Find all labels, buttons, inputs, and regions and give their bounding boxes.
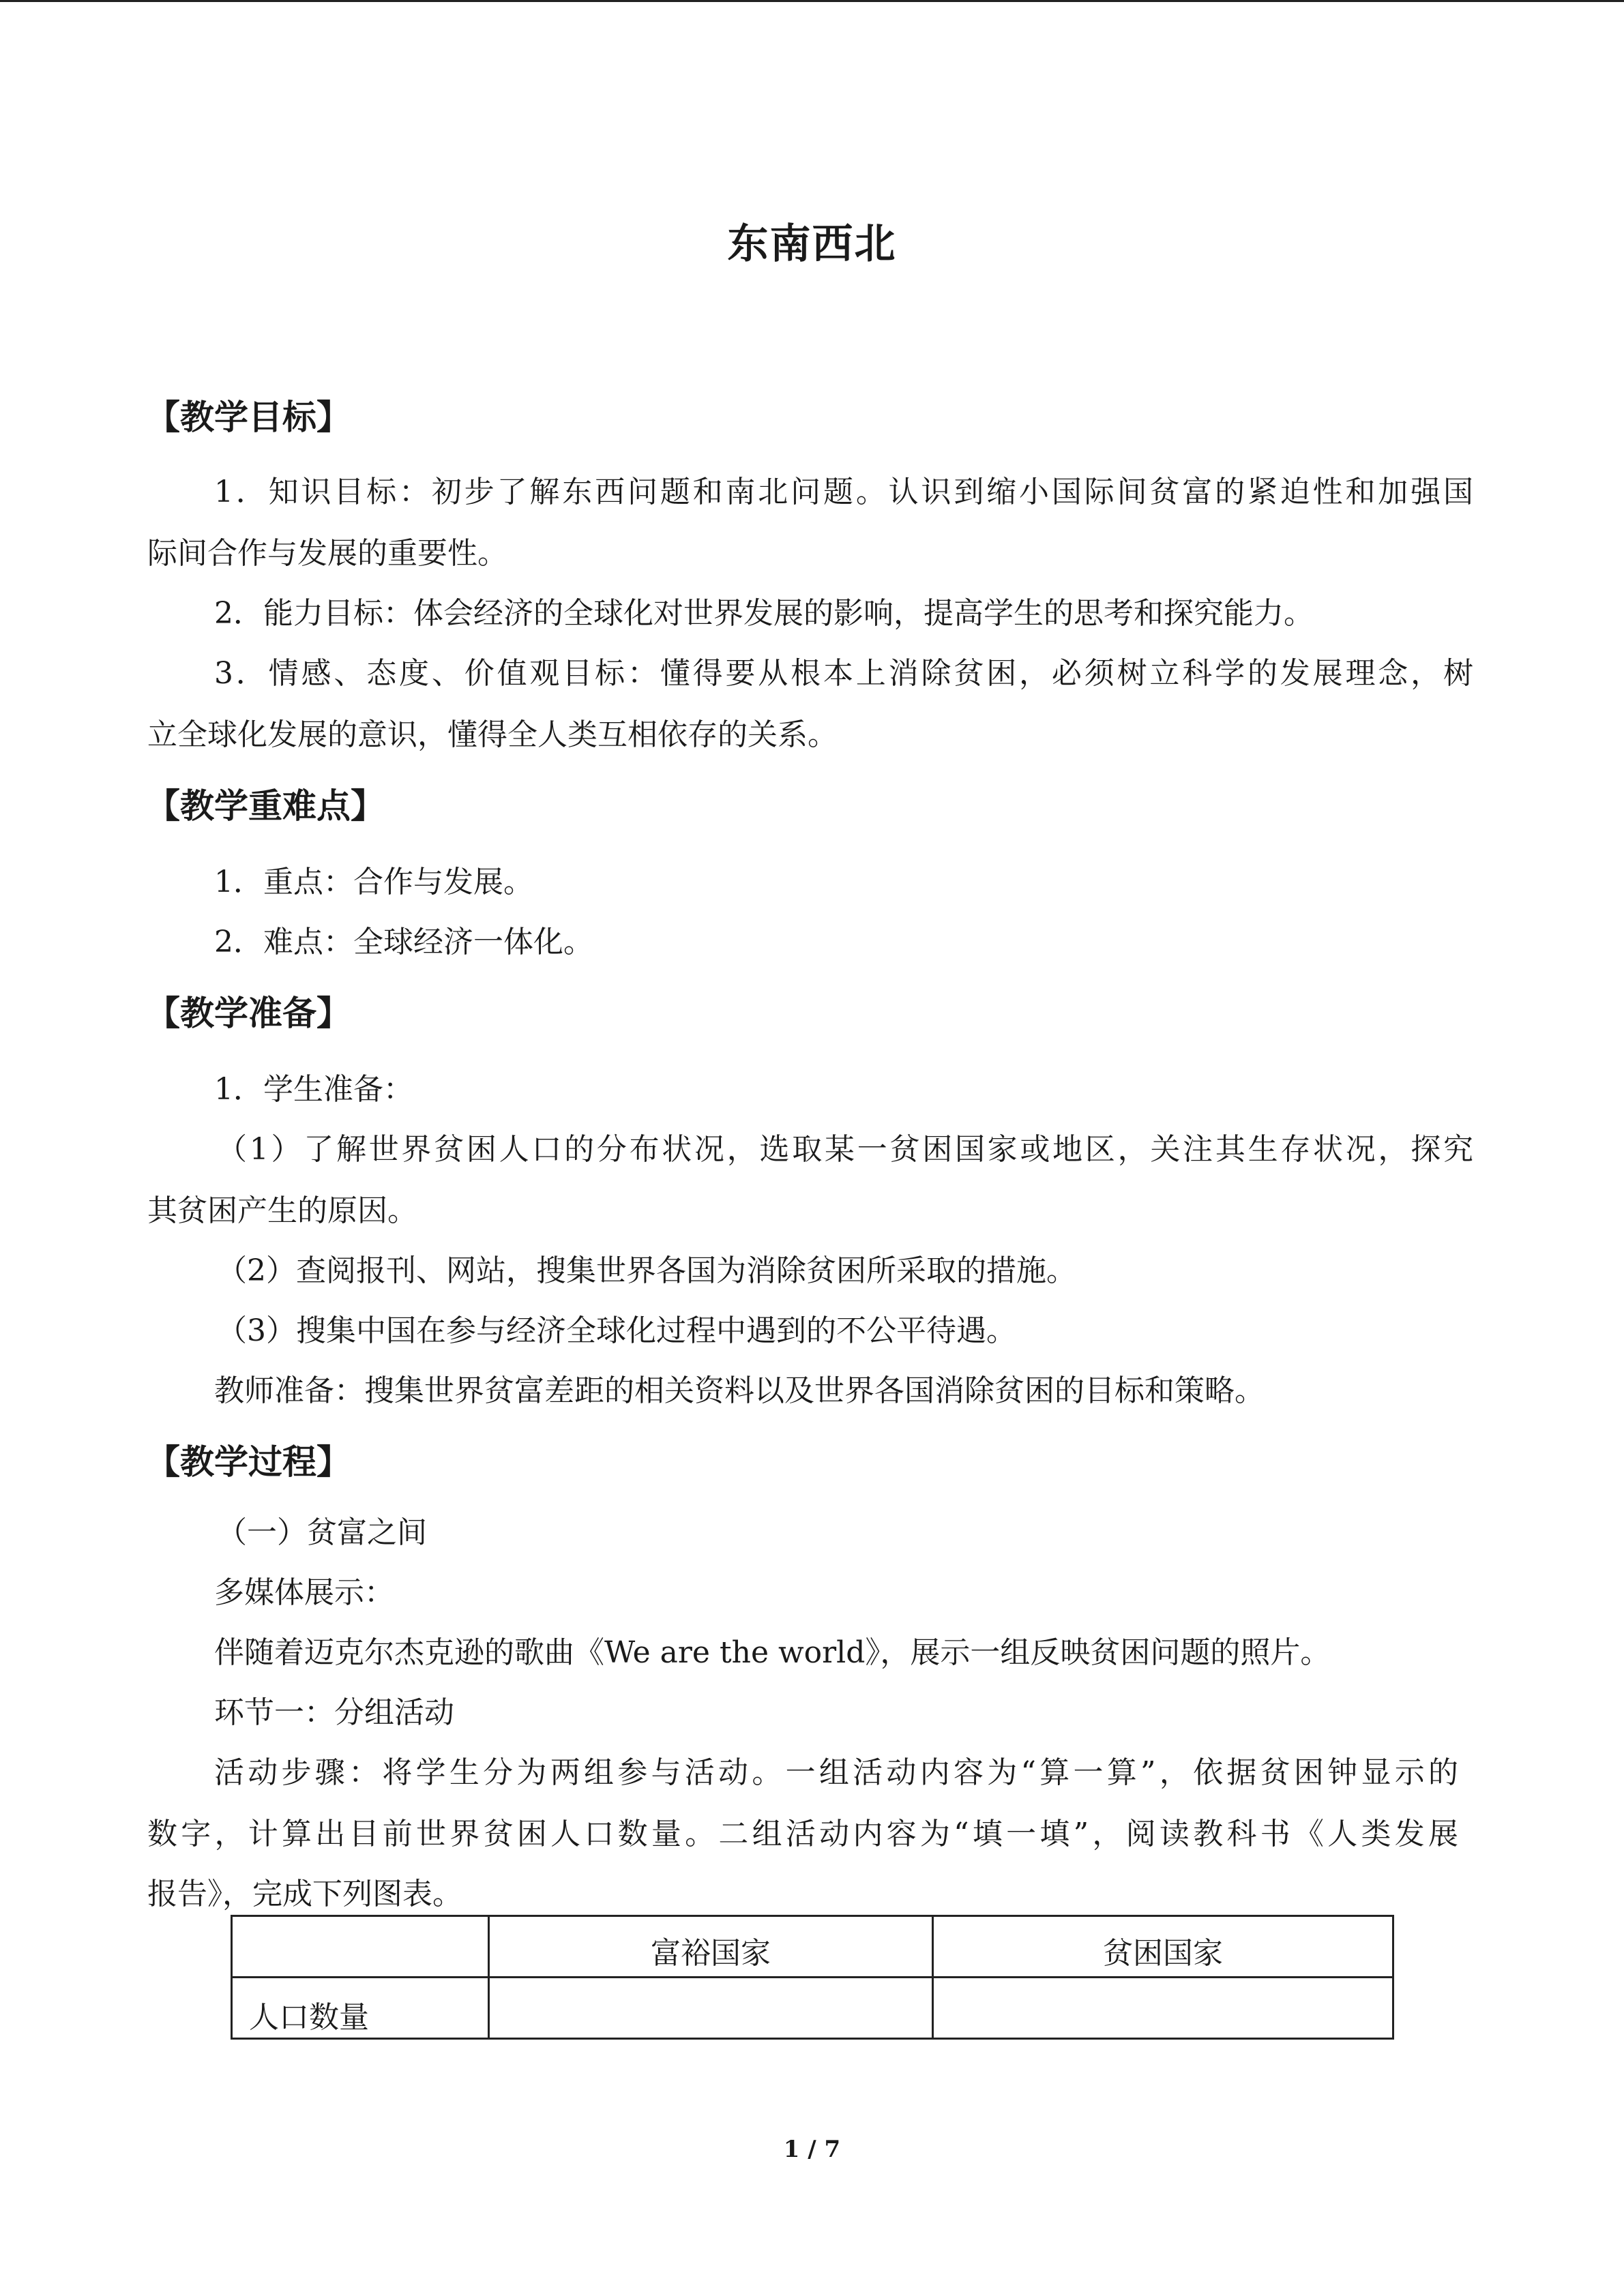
table-row-label: 人口数量	[232, 1978, 489, 2039]
page-top-border	[0, 0, 1624, 2]
table-cell-poor	[933, 1978, 1393, 2039]
process-steps-line-3: 报告》，完成下列图表。	[147, 1877, 462, 1911]
teacher-preparation: 教师准备：搜集世界贫富差距的相关资料以及世界各国消除贫困的目标和策略。	[214, 1373, 1265, 1408]
process-part-1: （一）贫富之间	[217, 1515, 427, 1550]
preparation-sub1-line-1: （1）了解世界贫困人口的分布状况，选取某一贫困国家或地区，关注其生存状况，探究	[217, 1132, 1473, 1167]
page-number: 1 / 7	[783, 2136, 841, 2163]
table-header-row	[232, 1916, 1393, 1978]
process-media-label: 多媒体展示：	[214, 1575, 394, 1610]
section-heading-preparation: 【教学准备】	[146, 994, 351, 1033]
objective-3-line-2: 立全球化发展的意识，懂得全人类互相依存的关系。	[147, 717, 838, 752]
process-step-1: 环节一：分组活动	[214, 1695, 454, 1730]
table-header-cell: 富裕国家	[489, 1916, 933, 1978]
objective-2: 2．能力目标：体会经济的全球化对世界发展的影响，提高学生的思考和探究能力。	[214, 596, 1314, 631]
section-heading-objectives: 【教学目标】	[146, 398, 351, 437]
comparison-table	[231, 1915, 1394, 2040]
objective-3-line-1: 3．情感、态度、价值观目标：懂得要从根本上消除贫困，必须树立科学的发展理念，树	[214, 656, 1473, 691]
objective-1-line-1: 1．知识目标：初步了解东西问题和南北问题。认识到缩小国际间贫富的紧迫性和加强国	[214, 475, 1473, 509]
preparation-sub3: （3）搜集中国在参与经济全球化过程中遇到的不公平待遇。	[217, 1313, 1016, 1348]
table-header-cell: 贫困国家	[933, 1916, 1393, 1978]
section-heading-process: 【教学过程】	[146, 1442, 351, 1482]
table-cell-rich	[489, 1978, 933, 2039]
table-header-cell	[232, 1916, 489, 1978]
process-media-description: 伴随着迈克尔杰克逊的歌曲《We are the world》，展示一组反映贫困问题的照片。	[214, 1635, 1331, 1670]
preparation-sub2: （2）查阅报刊、网站，搜集世界各国为消除贫困所采取的措施。	[217, 1253, 1076, 1288]
section-heading-key-points: 【教学重难点】	[146, 786, 385, 826]
key-point-2: 2．难点：全球经济一体化。	[214, 925, 593, 959]
table-row	[232, 1978, 1393, 2039]
preparation-sub1-line-2: 其贫困产生的原因。	[147, 1193, 417, 1228]
process-steps-line-2: 数字，计算出目前世界贫困人口数量。二组活动内容为“填一填”，阅读教科书《人类发展	[147, 1817, 1458, 1851]
process-steps-line-1: 活动步骤：将学生分为两组参与活动。一组活动内容为“算一算”，依据贫困钟显示的	[214, 1755, 1458, 1790]
objective-1-line-2: 际间合作与发展的重要性。	[147, 536, 507, 571]
page-title: 东南西北	[727, 220, 897, 268]
student-preparation: 1．学生准备：	[214, 1072, 413, 1107]
key-point-1: 1．重点：合作与发展。	[214, 865, 533, 899]
